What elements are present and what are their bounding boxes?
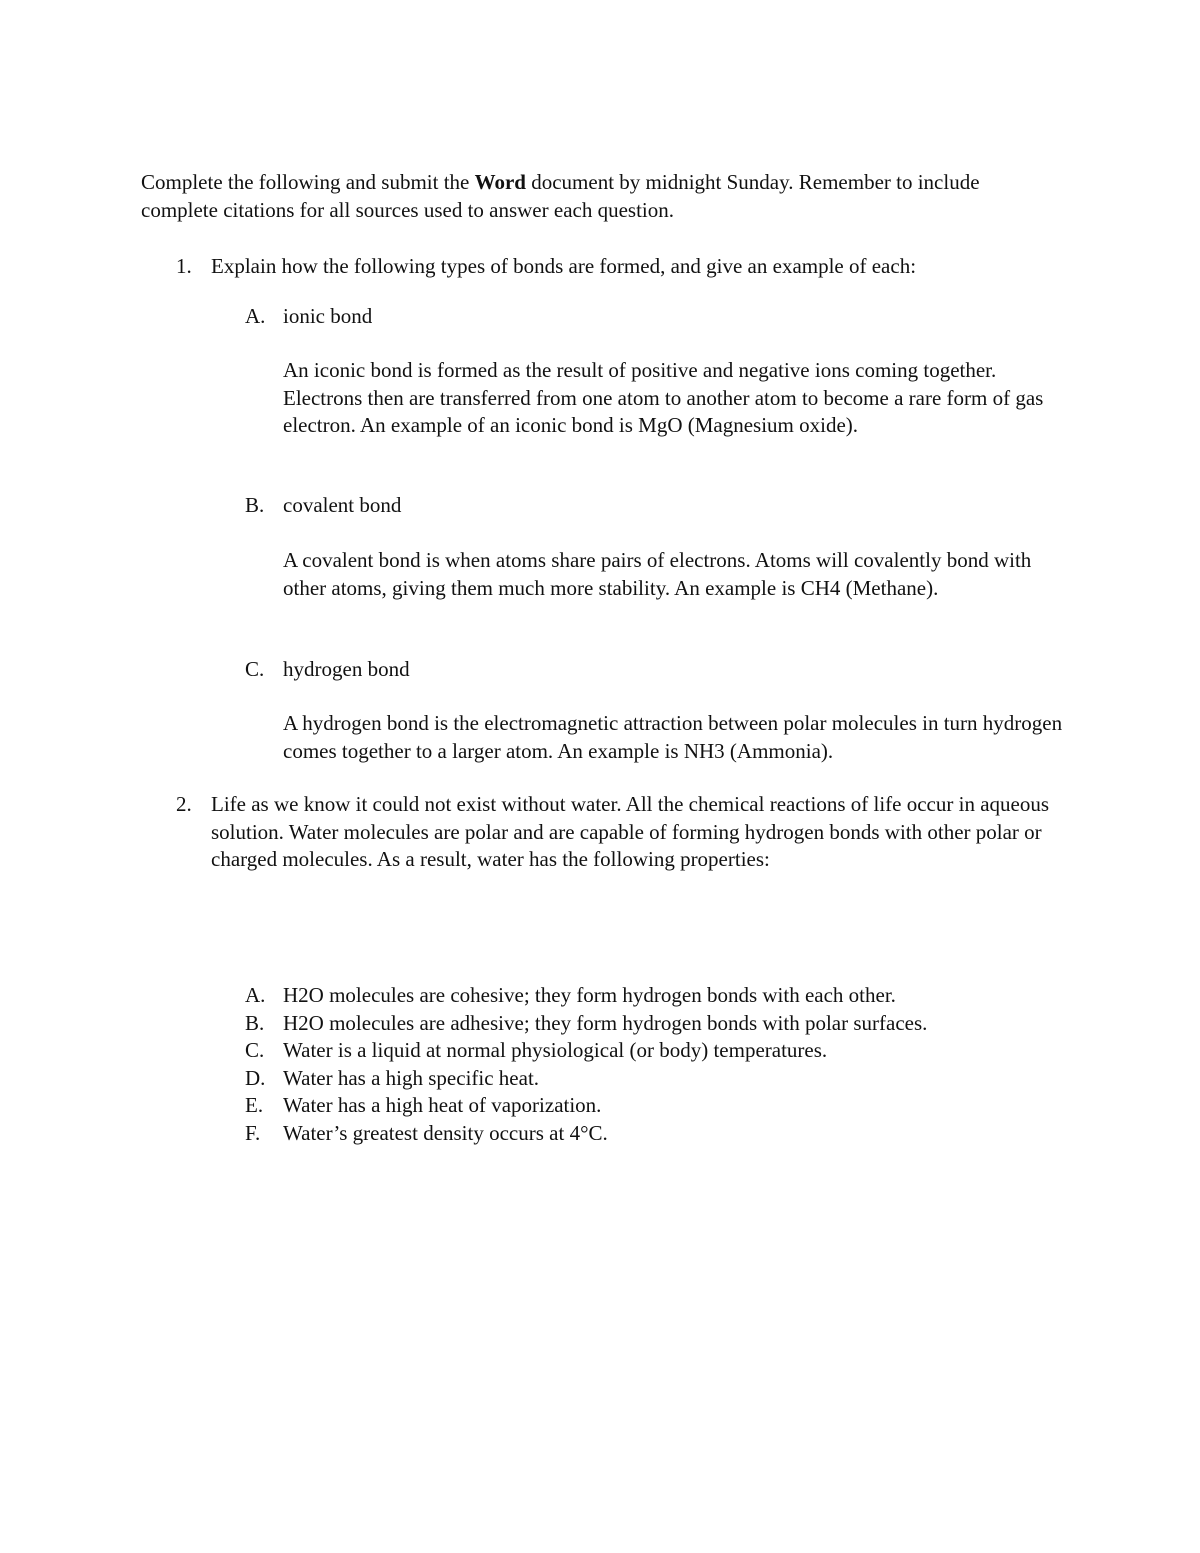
item-a-label: ionic bond xyxy=(283,304,373,328)
property-text: Water’s greatest density occurs at 4°C. xyxy=(283,1120,608,1145)
property-letter: A. xyxy=(245,983,266,1007)
property-item xyxy=(0,982,1200,1010)
property-letter: C. xyxy=(245,1038,265,1062)
property-letter: D. xyxy=(245,1065,266,1090)
item-c-letter: C. xyxy=(245,657,265,681)
instructions-paragraph xyxy=(141,169,1041,224)
question-2-number: 2. xyxy=(176,792,192,816)
question-1-number: 1. xyxy=(176,254,192,278)
property-text: Water has a high specific heat. xyxy=(283,1065,540,1090)
item-b-letter: B. xyxy=(245,493,265,517)
item-c-answer: A hydrogen bond is the electromagnetic attraction between polar molecules in turn hydrogen comes together to a larger atom. An example is NH3 (Ammonia). xyxy=(283,711,1063,763)
property-text: H2O molecules are cohesive; they form hydrogen bonds with each other. xyxy=(283,983,896,1007)
question-2-text: Life as we know it could not exist without water. All the chemical reactions of life occur in aqueous solution. Water molecules are polar and are capable of forming hydrogen bonds with other polar or charged molecules. As a result, water has the following properties: xyxy=(211,792,1050,871)
instructions-text-end: document by midnight Sunday. Remember to include complete citations for all sources used to answer each question. xyxy=(141,170,980,222)
item-c-label: hydrogen bond xyxy=(283,657,410,681)
property-item xyxy=(0,1037,1200,1065)
property-text: Water has a high heat of vaporization. xyxy=(283,1093,602,1117)
property-item xyxy=(0,1010,1200,1038)
property-item xyxy=(0,1065,1200,1093)
item-b-answer: A covalent bond is when atoms share pairs of electrons. Atoms will covalently bond with other atoms, giving them much more stability. An example is CH4 (Methane). xyxy=(283,548,1032,600)
item-b-label: covalent bond xyxy=(283,493,402,517)
property-letter: E. xyxy=(245,1093,264,1117)
property-item xyxy=(0,1092,1200,1120)
property-letter: F. xyxy=(245,1120,261,1145)
property-text: Water is a liquid at normal physiological (or body) temperatures. xyxy=(283,1038,828,1062)
property-text: H2O molecules are adhesive; they form hydrogen bonds with polar surfaces. xyxy=(283,1010,928,1035)
instructions-bold-word: Word xyxy=(474,170,526,194)
property-item xyxy=(0,1120,1200,1148)
property-letter: B. xyxy=(245,1010,265,1035)
question-1-text: Explain how the following types of bonds are formed, and give an example of each: xyxy=(211,254,917,278)
item-a-letter: A. xyxy=(245,304,266,328)
item-a-answer: An iconic bond is formed as the result of positive and negative ions coming together. Electrons then are transferred from one atom to another atom to become a rare form of gas electron. An example of an iconic bond is MgO (Magnesium oxide). xyxy=(283,358,1044,437)
instructions-text-start: Complete the following and submit the xyxy=(141,170,475,194)
